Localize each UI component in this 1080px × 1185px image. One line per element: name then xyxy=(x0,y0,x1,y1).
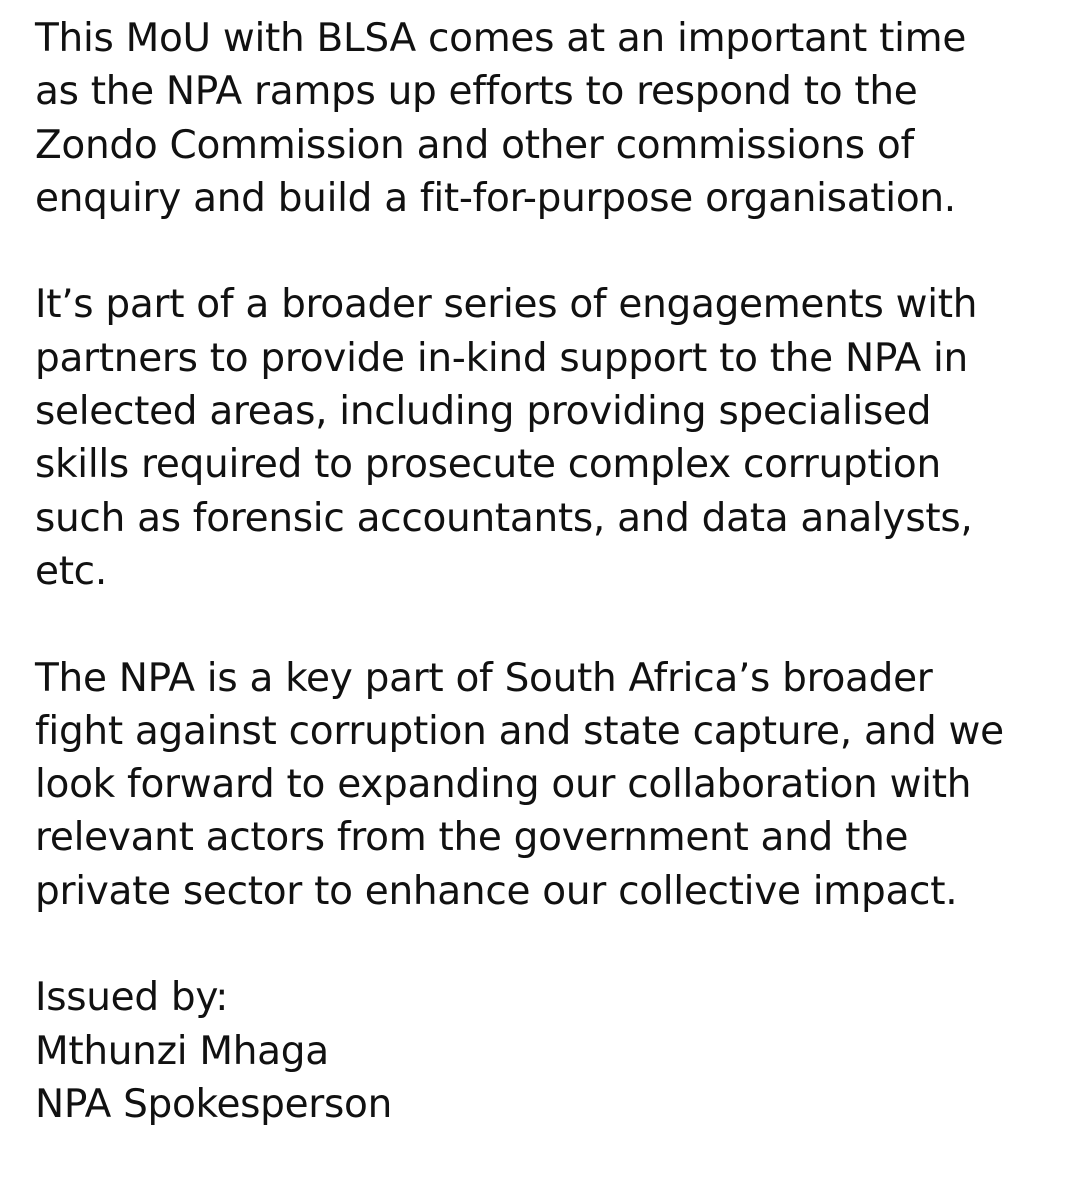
paragraph-engagements xyxy=(35,278,1065,598)
text-line: Zondo Commission and other commissions of xyxy=(35,122,914,168)
text-line: as the NPA ramps up efforts to respond to the xyxy=(35,69,918,115)
text-line: partners to provide in-kind support to the NPA in xyxy=(35,335,968,381)
spokesperson-title: NPA Spokesperson xyxy=(35,1081,393,1127)
text-line: private sector to enhance our collective impact. xyxy=(35,868,958,914)
text-line: such as forensic accountants, and data analysts, xyxy=(35,495,973,541)
text-line: etc. xyxy=(35,548,107,594)
press-statement-body xyxy=(35,12,1065,1185)
text-line: The NPA is a key part of South Africa’s broader xyxy=(35,655,933,701)
text-line: skills required to prosecute complex corruption xyxy=(35,442,941,488)
text-line: enquiry and build a fit-for-purpose organisation. xyxy=(35,175,956,221)
text-line: relevant actors from the government and the xyxy=(35,815,909,861)
signature-block xyxy=(35,971,1065,1131)
spokesperson-name: Mthunzi Mhaga xyxy=(35,1028,329,1074)
issued-by-label: Issued by: xyxy=(35,975,229,1021)
paragraph-npa-role xyxy=(35,652,1065,918)
text-line: This MoU with BLSA comes at an important time xyxy=(35,16,967,61)
text-line: selected areas, including providing specialised xyxy=(35,389,932,435)
text-line: fight against corruption and state capture, and we xyxy=(35,708,1004,754)
paragraph-mou-timing xyxy=(35,12,1065,225)
text-line: look forward to expanding our collaboration with xyxy=(35,762,972,808)
text-line: It’s part of a broader series of engagements with xyxy=(35,282,978,328)
